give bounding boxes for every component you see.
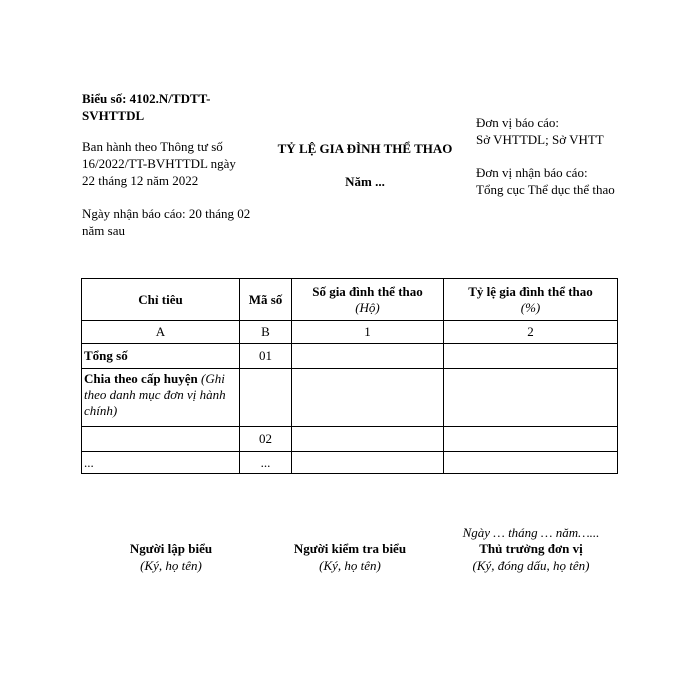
checker-sub: (Ký, họ tên) <box>319 558 381 573</box>
row-family-rate <box>444 452 618 474</box>
row-label <box>82 427 240 452</box>
form-code-line1: Biểu số: 4102.N/TDTT- <box>82 91 211 106</box>
checker-title: Người kiểm tra biểu <box>293 541 407 556</box>
table-header-row <box>82 279 618 321</box>
issued-by: Ban hành theo Thông tư số 16/2022/TT-BVHTTDL ngày 22 tháng 12 năm 2022 <box>82 139 236 188</box>
reporting-unit-label: Đơn vị báo cáo: <box>476 115 560 130</box>
row-family-rate <box>444 427 618 452</box>
row-family-count <box>292 452 444 474</box>
table-row <box>82 369 618 427</box>
row-code: ... <box>240 452 292 474</box>
row-code: 01 <box>240 344 292 369</box>
row-family-count <box>292 344 444 369</box>
row-family-rate <box>444 369 618 427</box>
checker-signature <box>275 540 425 574</box>
column-header-family-count: Số gia đình thể thao (Hộ) <box>292 279 444 321</box>
report-year: Năm ... <box>345 174 385 189</box>
page-title: TỶ LỆ GIA ĐÌNH THỂ THAO <box>277 141 453 156</box>
deadline: Ngày nhận báo cáo: 20 tháng 02 năm sau <box>82 206 251 238</box>
row-family-count <box>292 369 444 427</box>
row-code: 02 <box>240 427 292 452</box>
receiving-unit-label: Đơn vị nhận báo cáo: <box>476 165 588 180</box>
code-cell: A <box>82 321 240 344</box>
form-code-line2: SVHTTDL <box>82 108 145 123</box>
code-row <box>82 321 618 344</box>
row-label: Chia theo cấp huyện (Ghi theo danh mục đơn vị hành chính) <box>82 369 240 427</box>
form-code <box>82 90 242 124</box>
row-family-count <box>292 427 444 452</box>
table-row <box>82 452 618 474</box>
row-label: ... <box>82 452 240 474</box>
code-cell: 1 <box>292 321 444 344</box>
row-family-rate <box>444 344 618 369</box>
column-header-code: Mã số <box>240 279 292 321</box>
code-cell: 2 <box>444 321 618 344</box>
receiving-unit-value: Tổng cục Thể dục thể thao <box>476 182 615 197</box>
head-title: Thủ trưởng đơn vị <box>479 541 583 556</box>
code-cell: B <box>240 321 292 344</box>
head-signature <box>446 540 616 574</box>
preparer-sub: (Ký, họ tên) <box>140 558 202 573</box>
head-sub: (Ký, đóng dấu, họ tên) <box>472 558 590 573</box>
date-line: Ngày … tháng … năm…... <box>462 525 600 540</box>
report-table <box>81 278 618 474</box>
row-label: Tổng số <box>82 344 240 369</box>
receiving-unit <box>476 164 616 198</box>
preparer-title: Người lập biểu <box>129 541 213 556</box>
reporting-unit <box>476 114 636 148</box>
reporting-unit-value: Sở VHTTDL; Sở VHTT <box>476 132 604 147</box>
table-row <box>82 427 618 452</box>
column-header-family-rate: Tỷ lệ gia đình thể thao (%) <box>444 279 618 321</box>
preparer-signature <box>106 540 236 574</box>
column-header-indicator: Chỉ tiêu <box>82 279 240 321</box>
row-code <box>240 369 292 427</box>
table-row <box>82 344 618 369</box>
